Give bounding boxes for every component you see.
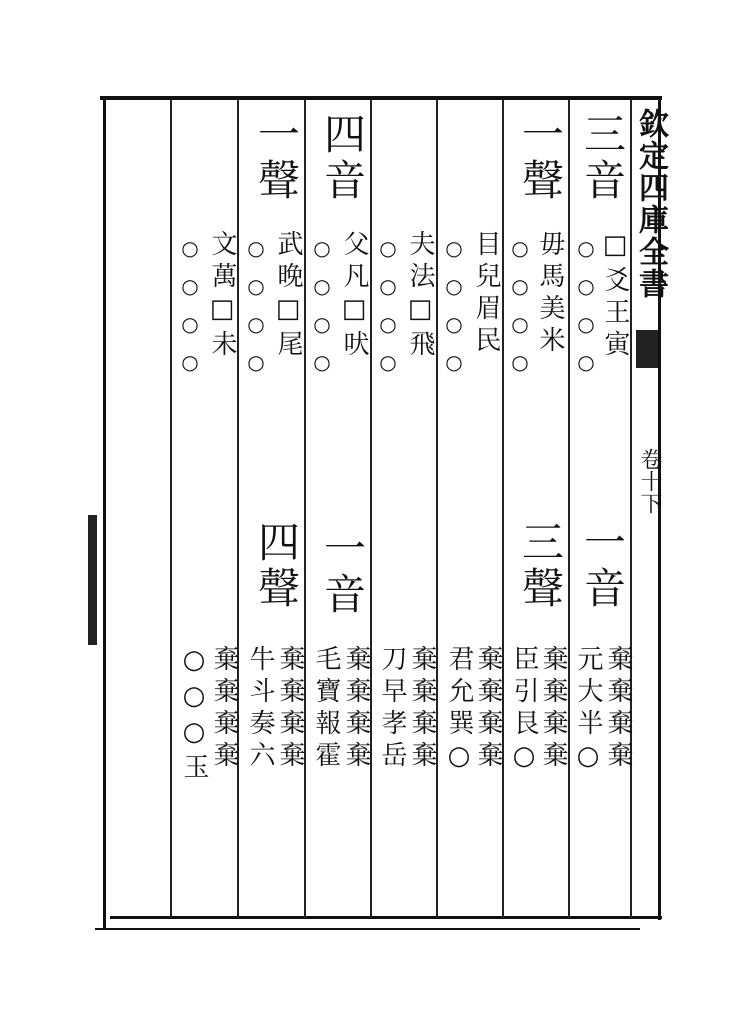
column-2-bottom-characters: 臣引艮○ <box>509 645 539 777</box>
column-4-top-markers: ○○○○ <box>376 236 400 388</box>
column-rule <box>568 100 570 918</box>
column-7-bottom-markers: 棄棄棄棄 <box>209 645 239 773</box>
column-1-bottom-markers: 棄棄棄棄 <box>603 645 633 773</box>
bottom-outer-line <box>95 928 640 930</box>
column-rule <box>237 100 239 918</box>
fishtail-mark <box>636 330 658 368</box>
left-border-line <box>103 96 106 930</box>
bottom-border-line <box>110 916 662 919</box>
column-rule <box>502 100 504 918</box>
column-5-top-characters: 父凡□吠 <box>339 230 369 362</box>
left-margin-mark <box>88 515 97 645</box>
column-1-top-markers: ○○○○ <box>574 236 598 388</box>
column-5-bottom-markers: 棄棄棄棄 <box>341 645 371 773</box>
column-rule <box>436 100 438 918</box>
column-1-top-heading: 三音 <box>578 112 627 204</box>
column-5-top-markers: ○○○○ <box>310 236 334 388</box>
column-7-top-markers: ○○○○ <box>178 236 202 388</box>
column-6-top-heading: 一聲 <box>252 112 301 204</box>
volume-number: 卷十下 <box>637 448 662 514</box>
top-border-line <box>100 96 662 100</box>
column-1-top-characters: □爻王寅 <box>600 230 630 362</box>
column-2-top-markers: ○○○○ <box>508 236 532 388</box>
column-6-bottom-markers: 棄棄棄棄 <box>275 645 305 773</box>
column-4-top-characters: 夫法□飛 <box>405 230 435 362</box>
book-title: 欽定四庫全書 <box>633 108 668 300</box>
column-5-bottom-heading: 一音 <box>318 526 367 618</box>
column-3-top-markers: ○○○○ <box>442 236 466 388</box>
column-2-top-characters: 毋馬美米 <box>535 230 565 358</box>
column-6-top-characters: 武晚□尾 <box>273 230 303 362</box>
column-1-bottom-heading: 一音 <box>578 520 627 612</box>
column-rule <box>304 100 306 918</box>
column-7-bottom-characters: ○○○玉 <box>179 645 209 785</box>
column-6-bottom-characters: 牛斗奏六 <box>245 645 275 773</box>
column-4-bottom-characters: 刀早孝岳 <box>377 645 407 773</box>
column-5-bottom-characters: 毛寶報霍 <box>311 645 341 773</box>
column-5-top-heading: 四音 <box>318 112 367 204</box>
column-3-bottom-markers: 棄棄棄棄 <box>473 645 503 773</box>
column-7-top-characters: 文萬□未 <box>207 230 237 362</box>
column-4-bottom-markers: 棄棄棄棄 <box>407 645 437 773</box>
column-2-bottom-heading: 三聲 <box>516 520 565 612</box>
column-2-bottom-markers: 棄棄棄棄 <box>538 645 568 773</box>
column-3-bottom-characters: 君允巽○ <box>444 645 474 777</box>
column-6-bottom-heading: 四聲 <box>252 520 301 612</box>
column-2-top-heading: 一聲 <box>516 112 565 204</box>
column-1-bottom-characters: 元大半○ <box>573 645 603 777</box>
column-6-top-markers: ○○○○ <box>244 236 268 388</box>
column-rule <box>170 100 172 918</box>
column-rule <box>370 100 372 918</box>
column-3-top-characters: 目兒眉民 <box>471 230 501 358</box>
